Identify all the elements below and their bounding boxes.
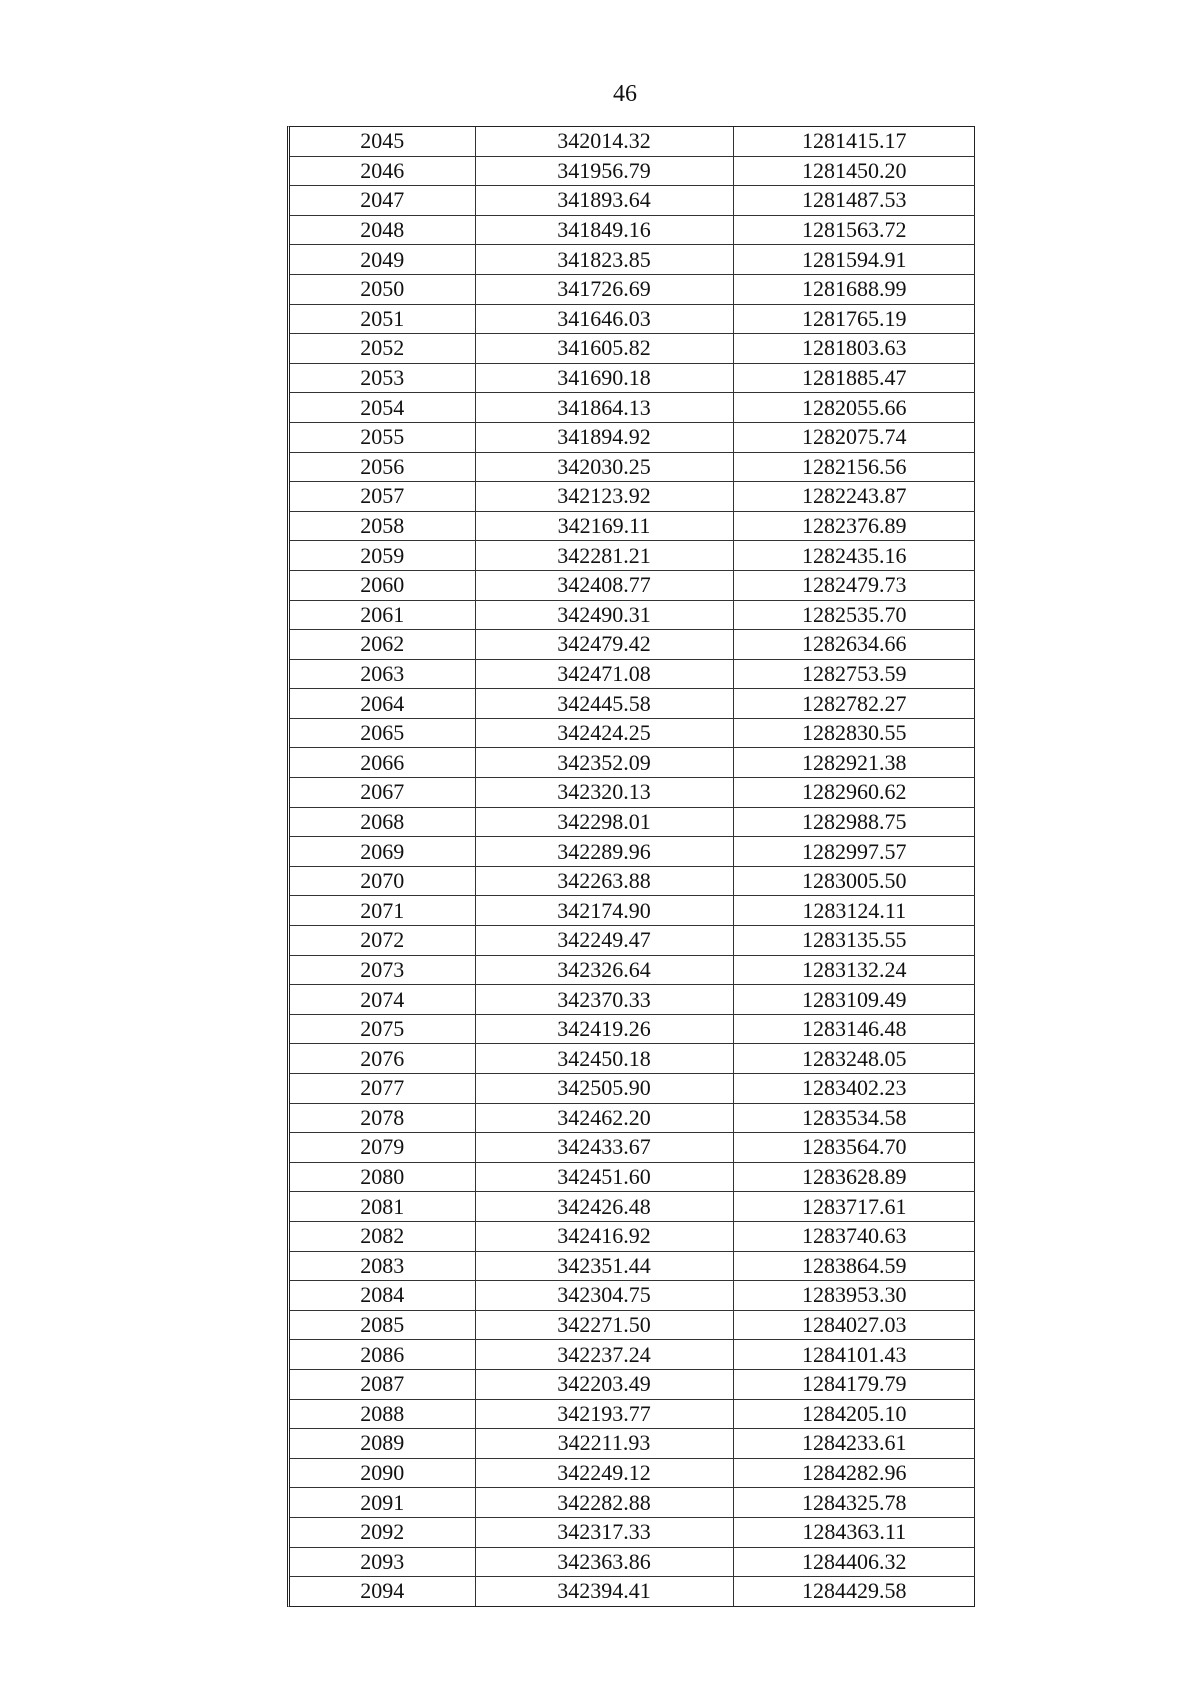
table-row (290, 985, 975, 1015)
table-row (290, 1221, 975, 1251)
y-coordinate-cell: 1283564.70 (733, 1133, 975, 1163)
point-number-cell: 2074 (290, 985, 475, 1015)
table-row (290, 1281, 975, 1311)
x-coordinate-cell: 342394.41 (475, 1577, 733, 1606)
x-coordinate-cell: 341823.85 (475, 245, 733, 275)
x-coordinate-cell: 341726.69 (475, 274, 733, 304)
point-number-cell: 2087 (290, 1369, 475, 1399)
coordinates-table-body (290, 127, 975, 1606)
table-row (290, 1577, 975, 1606)
y-coordinate-cell: 1283628.89 (733, 1162, 975, 1192)
y-coordinate-cell: 1282075.74 (733, 422, 975, 452)
point-number-cell: 2093 (290, 1547, 475, 1577)
x-coordinate-cell: 342370.33 (475, 985, 733, 1015)
x-coordinate-cell: 342281.21 (475, 541, 733, 571)
table-row (290, 304, 975, 334)
y-coordinate-cell: 1281594.91 (733, 245, 975, 275)
x-coordinate-cell: 342408.77 (475, 570, 733, 600)
coordinates-table (290, 127, 975, 1606)
x-coordinate-cell: 342351.44 (475, 1251, 733, 1281)
y-coordinate-cell: 1284027.03 (733, 1310, 975, 1340)
point-number-cell: 2067 (290, 778, 475, 808)
y-coordinate-cell: 1281765.19 (733, 304, 975, 334)
table-row (290, 541, 975, 571)
y-coordinate-cell: 1281415.17 (733, 127, 975, 156)
table-row (290, 215, 975, 245)
point-number-cell: 2062 (290, 630, 475, 660)
x-coordinate-cell: 342445.58 (475, 689, 733, 719)
point-number-cell: 2083 (290, 1251, 475, 1281)
point-number-cell: 2089 (290, 1429, 475, 1459)
point-number-cell: 2082 (290, 1221, 475, 1251)
table-row (290, 718, 975, 748)
y-coordinate-cell: 1283109.49 (733, 985, 975, 1015)
table-row (290, 1369, 975, 1399)
point-number-cell: 2081 (290, 1192, 475, 1222)
point-number-cell: 2079 (290, 1133, 475, 1163)
x-coordinate-cell: 342462.20 (475, 1103, 733, 1133)
y-coordinate-cell: 1283124.11 (733, 896, 975, 926)
x-coordinate-cell: 342416.92 (475, 1221, 733, 1251)
table-row (290, 1399, 975, 1429)
y-coordinate-cell: 1281487.53 (733, 186, 975, 216)
table-row (290, 1547, 975, 1577)
point-number-cell: 2080 (290, 1162, 475, 1192)
y-coordinate-cell: 1283953.30 (733, 1281, 975, 1311)
y-coordinate-cell: 1282243.87 (733, 482, 975, 512)
y-coordinate-cell: 1284325.78 (733, 1488, 975, 1518)
y-coordinate-cell: 1283402.23 (733, 1074, 975, 1104)
y-coordinate-cell: 1284179.79 (733, 1369, 975, 1399)
table-row (290, 600, 975, 630)
point-number-cell: 2091 (290, 1488, 475, 1518)
table-row (290, 1044, 975, 1074)
x-coordinate-cell: 342211.93 (475, 1429, 733, 1459)
x-coordinate-cell: 341956.79 (475, 156, 733, 186)
point-number-cell: 2056 (290, 452, 475, 482)
x-coordinate-cell: 341894.92 (475, 422, 733, 452)
x-coordinate-cell: 342263.88 (475, 866, 733, 896)
table-row (290, 1192, 975, 1222)
x-coordinate-cell: 342419.26 (475, 1014, 733, 1044)
table-row (290, 1014, 975, 1044)
y-coordinate-cell: 1282782.27 (733, 689, 975, 719)
table-row (290, 630, 975, 660)
table-row (290, 1103, 975, 1133)
point-number-cell: 2049 (290, 245, 475, 275)
table-row (290, 807, 975, 837)
y-coordinate-cell: 1282535.70 (733, 600, 975, 630)
point-number-cell: 2069 (290, 837, 475, 867)
y-coordinate-cell: 1282634.66 (733, 630, 975, 660)
y-coordinate-cell: 1284282.96 (733, 1458, 975, 1488)
table-row (290, 1488, 975, 1518)
y-coordinate-cell: 1282055.66 (733, 393, 975, 423)
table-row (290, 127, 975, 156)
x-coordinate-cell: 342433.67 (475, 1133, 733, 1163)
table-row (290, 659, 975, 689)
point-number-cell: 2061 (290, 600, 475, 630)
x-coordinate-cell: 341605.82 (475, 334, 733, 364)
point-number-cell: 2050 (290, 274, 475, 304)
table-row (290, 1429, 975, 1459)
y-coordinate-cell: 1281885.47 (733, 363, 975, 393)
y-coordinate-cell: 1283717.61 (733, 1192, 975, 1222)
x-coordinate-cell: 341893.64 (475, 186, 733, 216)
y-coordinate-cell: 1283146.48 (733, 1014, 975, 1044)
point-number-cell: 2084 (290, 1281, 475, 1311)
point-number-cell: 2065 (290, 718, 475, 748)
table-row (290, 748, 975, 778)
y-coordinate-cell: 1283005.50 (733, 866, 975, 896)
x-coordinate-cell: 342450.18 (475, 1044, 733, 1074)
point-number-cell: 2068 (290, 807, 475, 837)
x-coordinate-cell: 341849.16 (475, 215, 733, 245)
table-row (290, 245, 975, 275)
table-row (290, 156, 975, 186)
point-number-cell: 2045 (360, 128, 405, 154)
table-row (290, 186, 975, 216)
x-coordinate-cell: 342352.09 (475, 748, 733, 778)
x-coordinate-cell: 342289.96 (475, 837, 733, 867)
x-coordinate-cell: 342249.12 (475, 1458, 733, 1488)
x-coordinate-cell: 342298.01 (475, 807, 733, 837)
table-row (290, 511, 975, 541)
table-row (290, 482, 975, 512)
point-number-cell: 2053 (290, 363, 475, 393)
x-coordinate-cell: 342426.48 (475, 1192, 733, 1222)
x-coordinate-cell: 342123.92 (475, 482, 733, 512)
y-coordinate-cell: 1281803.63 (733, 334, 975, 364)
x-coordinate-cell: 342169.11 (475, 511, 733, 541)
point-number-cell: 2064 (290, 689, 475, 719)
y-coordinate-cell: 1282479.73 (733, 570, 975, 600)
x-coordinate-cell: 341864.13 (475, 393, 733, 423)
point-number-cell: 2092 (290, 1517, 475, 1547)
x-coordinate-cell: 342237.24 (475, 1340, 733, 1370)
point-number-cell: 2051 (290, 304, 475, 334)
table-row (290, 837, 975, 867)
table-row (290, 274, 975, 304)
x-coordinate-cell: 342282.88 (475, 1488, 733, 1518)
x-coordinate-cell: 342505.90 (475, 1074, 733, 1104)
y-coordinate-cell: 1281688.99 (733, 274, 975, 304)
point-number-cell: 2063 (290, 659, 475, 689)
y-coordinate-cell: 1284406.32 (733, 1547, 975, 1577)
x-coordinate-cell: 342030.25 (475, 452, 733, 482)
point-number-cell: 2090 (290, 1458, 475, 1488)
coordinates-table-frame (287, 126, 975, 1607)
table-row (290, 1340, 975, 1370)
y-coordinate-cell: 1284233.61 (733, 1429, 975, 1459)
point-number-cell: 2048 (290, 215, 475, 245)
y-coordinate-cell: 1282376.89 (733, 511, 975, 541)
table-row (290, 689, 975, 719)
y-coordinate-cell: 1282753.59 (733, 659, 975, 689)
table-row (290, 334, 975, 364)
y-coordinate-cell: 1284429.58 (733, 1577, 975, 1606)
point-number-cell: 2057 (290, 482, 475, 512)
y-coordinate-cell: 1283864.59 (733, 1251, 975, 1281)
y-coordinate-cell: 1283248.05 (733, 1044, 975, 1074)
point-number-cell: 2088 (290, 1399, 475, 1429)
table-row (290, 363, 975, 393)
table-row (290, 778, 975, 808)
y-coordinate-cell: 1282921.38 (733, 748, 975, 778)
y-coordinate-cell: 1281450.20 (733, 156, 975, 186)
x-coordinate-cell: 342490.31 (475, 600, 733, 630)
point-number-cell: 2071 (290, 896, 475, 926)
x-coordinate-cell: 342320.13 (475, 778, 733, 808)
table-row (290, 1458, 975, 1488)
y-coordinate-cell: 1281563.72 (733, 215, 975, 245)
page-number: 46 (613, 81, 637, 107)
y-coordinate-cell: 1282988.75 (733, 807, 975, 837)
point-number-cell: 2046 (290, 156, 475, 186)
y-coordinate-cell: 1283132.24 (733, 955, 975, 985)
point-number-cell: 2094 (290, 1577, 475, 1606)
table-row (290, 570, 975, 600)
x-coordinate-cell: 342014.32 (475, 127, 733, 156)
x-coordinate-cell: 342249.47 (475, 926, 733, 956)
x-coordinate-cell: 342271.50 (475, 1310, 733, 1340)
point-number-cell: 2058 (290, 511, 475, 541)
y-coordinate-cell: 1282997.57 (733, 837, 975, 867)
point-number-cell: 2077 (290, 1074, 475, 1104)
x-coordinate-cell: 341646.03 (475, 304, 733, 334)
point-number-cell: 2085 (290, 1310, 475, 1340)
point-number-cell: 2070 (290, 866, 475, 896)
point-number-cell: 2076 (290, 1044, 475, 1074)
y-coordinate-cell: 1284101.43 (733, 1340, 975, 1370)
point-number-cell: 2047 (290, 186, 475, 216)
table-row (290, 1074, 975, 1104)
table-row (290, 896, 975, 926)
point-number-cell: 2073 (290, 955, 475, 985)
x-coordinate-cell: 342363.86 (475, 1547, 733, 1577)
x-coordinate-cell: 342451.60 (475, 1162, 733, 1192)
x-coordinate-cell: 342203.49 (475, 1369, 733, 1399)
y-coordinate-cell: 1282435.16 (733, 541, 975, 571)
table-row (290, 926, 975, 956)
point-number-cell: 2060 (290, 570, 475, 600)
y-coordinate-cell: 1282960.62 (733, 778, 975, 808)
point-number-cell: 2086 (290, 1340, 475, 1370)
y-coordinate-cell: 1283135.55 (733, 926, 975, 956)
x-coordinate-cell: 342174.90 (475, 896, 733, 926)
point-number-cell: 2075 (290, 1014, 475, 1044)
point-number-cell: 2078 (290, 1103, 475, 1133)
table-row (290, 866, 975, 896)
y-coordinate-cell: 1283740.63 (733, 1221, 975, 1251)
x-coordinate-cell: 342479.42 (475, 630, 733, 660)
point-number-cell: 2066 (290, 748, 475, 778)
table-row (290, 1517, 975, 1547)
table-row (290, 1133, 975, 1163)
x-coordinate-cell: 342193.77 (475, 1399, 733, 1429)
point-number-cell: 2055 (290, 422, 475, 452)
table-row (290, 1310, 975, 1340)
y-coordinate-cell: 1284363.11 (733, 1517, 975, 1547)
table-row (290, 393, 975, 423)
x-coordinate-cell: 342317.33 (475, 1517, 733, 1547)
table-row (290, 422, 975, 452)
table-row (290, 955, 975, 985)
point-number-cell: 2059 (290, 541, 475, 571)
table-row (290, 1251, 975, 1281)
y-coordinate-cell: 1283534.58 (733, 1103, 975, 1133)
x-coordinate-cell: 342326.64 (475, 955, 733, 985)
y-coordinate-cell: 1282830.55 (733, 718, 975, 748)
table-row (290, 1162, 975, 1192)
point-number-cell: 2072 (290, 926, 475, 956)
y-coordinate-cell: 1282156.56 (733, 452, 975, 482)
x-coordinate-cell: 342471.08 (475, 659, 733, 689)
x-coordinate-cell: 342304.75 (475, 1281, 733, 1311)
x-coordinate-cell: 341690.18 (475, 363, 733, 393)
table-row (290, 452, 975, 482)
point-number-cell: 2054 (290, 393, 475, 423)
y-coordinate-cell: 1284205.10 (733, 1399, 975, 1429)
x-coordinate-cell: 342424.25 (475, 718, 733, 748)
point-number-cell: 2052 (290, 334, 475, 364)
